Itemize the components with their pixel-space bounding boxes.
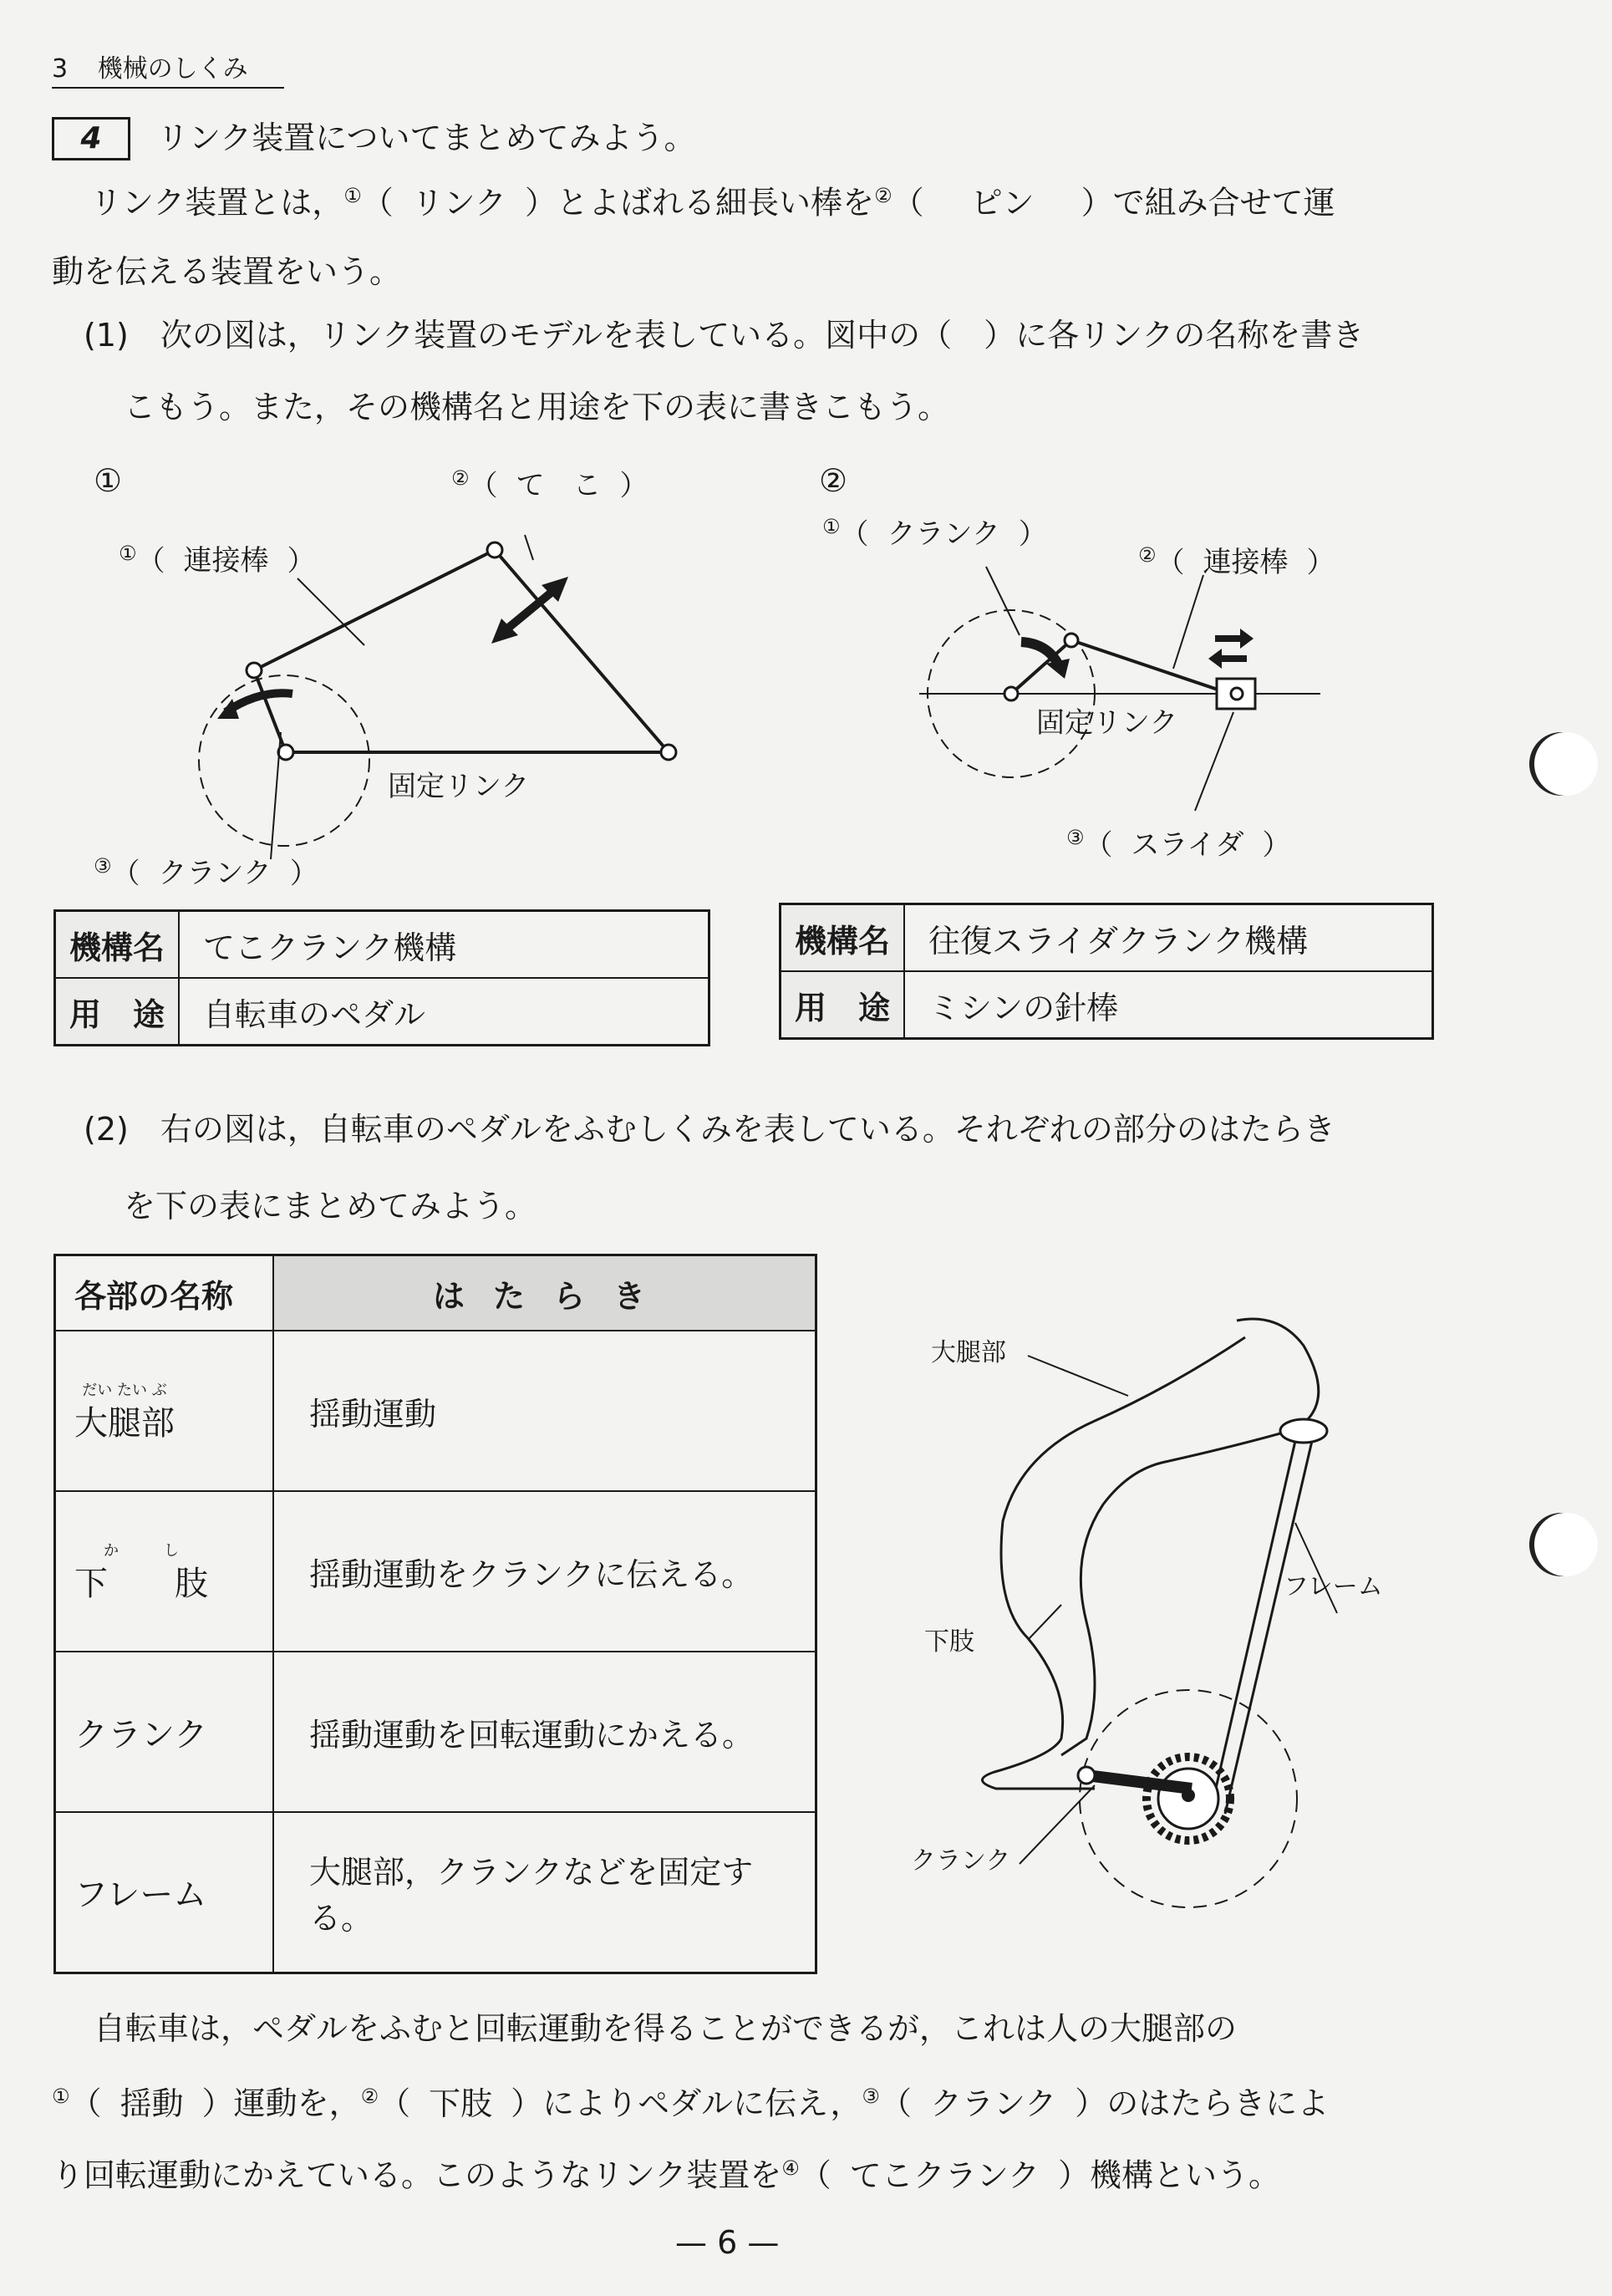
diagram2-label-3: ③（ スライダ ）	[1066, 826, 1291, 863]
crank-line	[254, 670, 286, 752]
use-label-1: 用 途	[55, 978, 180, 1046]
parts-header-name: 各部の名称	[55, 1255, 274, 1331]
diagram2-label-1: ①（ クランク ）	[822, 515, 1047, 552]
bike-label-frame: フレーム	[1284, 1572, 1383, 1601]
diagram2-label-2: ②（ 連接棒 ）	[1138, 543, 1335, 580]
part-work-frame: 大腿部，クランクなどを固定す る。	[273, 1812, 816, 1973]
definition-line-2: 動を伝える装置をいう。	[52, 253, 402, 290]
summary-line-3: り回転運動にかえている。このようなリンク装置を④（ てこクランク ）機構という。	[52, 2156, 1281, 2194]
part-name-crank: クランク	[55, 1652, 274, 1812]
summary-line-2: ①（ 揺動 ）運動を，②（ 下肢 ）によりペダルに伝え，③（ クランク ）のはたらきによ	[52, 2085, 1330, 2122]
use-label-2: 用 途	[781, 971, 905, 1039]
q2-line-1: (2) 右の図は，自転車のペダルをふむしくみを表している。それぞれの部分のはたらき	[84, 1111, 1335, 1148]
diagram2-marker: ②	[819, 462, 848, 499]
part-work-thigh: 揺動運動	[273, 1331, 816, 1491]
page-number: — 6 —	[675, 2224, 780, 2261]
diagram1-label-3: ③（ クランク ）	[94, 854, 318, 891]
section-number: 3	[52, 54, 69, 84]
mechanism-table-1	[53, 909, 710, 1046]
use-value-1: 自転車のペダル	[179, 978, 709, 1046]
q2-line-2: を下の表にまとめてみよう。	[124, 1188, 537, 1224]
mech-value-2: 往復スライダクランク機構	[904, 904, 1432, 972]
binder-hole-2	[1534, 1513, 1598, 1576]
mech-label-1: 機構名	[55, 911, 180, 979]
binder-hole-1	[1534, 732, 1598, 796]
bike-label-thigh: 大腿部	[931, 1338, 1006, 1367]
mechanism-table-2	[779, 903, 1434, 1040]
problem-number: 4	[80, 121, 102, 155]
part-work-crank: 揺動運動を回転運動にかえる。	[273, 1652, 816, 1812]
mech-label-2: 機構名	[781, 904, 905, 972]
part-name-thigh: だい たい ぶ 大腿部	[55, 1331, 274, 1491]
section-title: 機械のしくみ	[97, 54, 248, 84]
diagram1-fixed-link: 固定リンク	[388, 770, 530, 803]
frame-tube-b	[1225, 1441, 1312, 1814]
section-header	[52, 54, 284, 89]
part-name-lower-leg: か し 下 肢	[55, 1491, 274, 1652]
lower-leg-outline	[982, 1337, 1245, 1789]
part-work-lower-leg: 揺動運動をクランクに伝える。	[273, 1491, 816, 1652]
summary-line-1: 自転車は，ペダルをふむと回転運動を得ることができるが，これは人の大腿部の	[94, 2010, 1238, 2047]
lever-arrow-icon	[501, 587, 558, 634]
answer-link: リンク	[411, 184, 507, 221]
parts-table	[53, 1254, 817, 1974]
definition-line-1: リンク装置とは，①（ リンク ）とよばれる細長い棒を②（ ピン ）で組み合せて運	[90, 184, 1335, 221]
q1-line-2: こもう。また，その機構名と用途を下の表に書きこもう。	[124, 389, 950, 425]
parts-header-work: はたらき	[273, 1255, 816, 1331]
slider-crank-diagram	[836, 451, 1504, 869]
diagram2-fixed-link: 固定リンク	[1036, 706, 1178, 740]
diagram1-marker: ①	[94, 462, 123, 499]
use-value-2: ミシンの針棒	[904, 971, 1432, 1039]
seat-icon	[1280, 1419, 1327, 1443]
bicycle-pedal-diagram	[903, 1287, 1421, 1939]
diagram1-label-1: ①（ 連接棒 ）	[119, 542, 316, 578]
problem-title: リンク装置についてまとめてみよう。	[157, 120, 696, 156]
lever-line	[495, 550, 669, 752]
answer-pin: ピン	[970, 184, 1035, 221]
problem-number-box	[52, 117, 130, 160]
q1-line-1: (1) 次の図は，リンク装置のモデルを表している。図中の（ ）に各リンクの名称を書き	[84, 317, 1365, 354]
frame-tube-a	[1210, 1441, 1295, 1814]
diagram1-label-2: ②（ て こ ）	[451, 466, 648, 503]
bike-label-lower-leg: 下肢	[924, 1627, 974, 1657]
part-name-frame: フレーム	[55, 1812, 274, 1973]
mech-value-1: てこクランク機構	[179, 911, 709, 979]
lever-crank-diagram	[84, 451, 735, 903]
bike-label-crank: クランク	[911, 1846, 1011, 1876]
